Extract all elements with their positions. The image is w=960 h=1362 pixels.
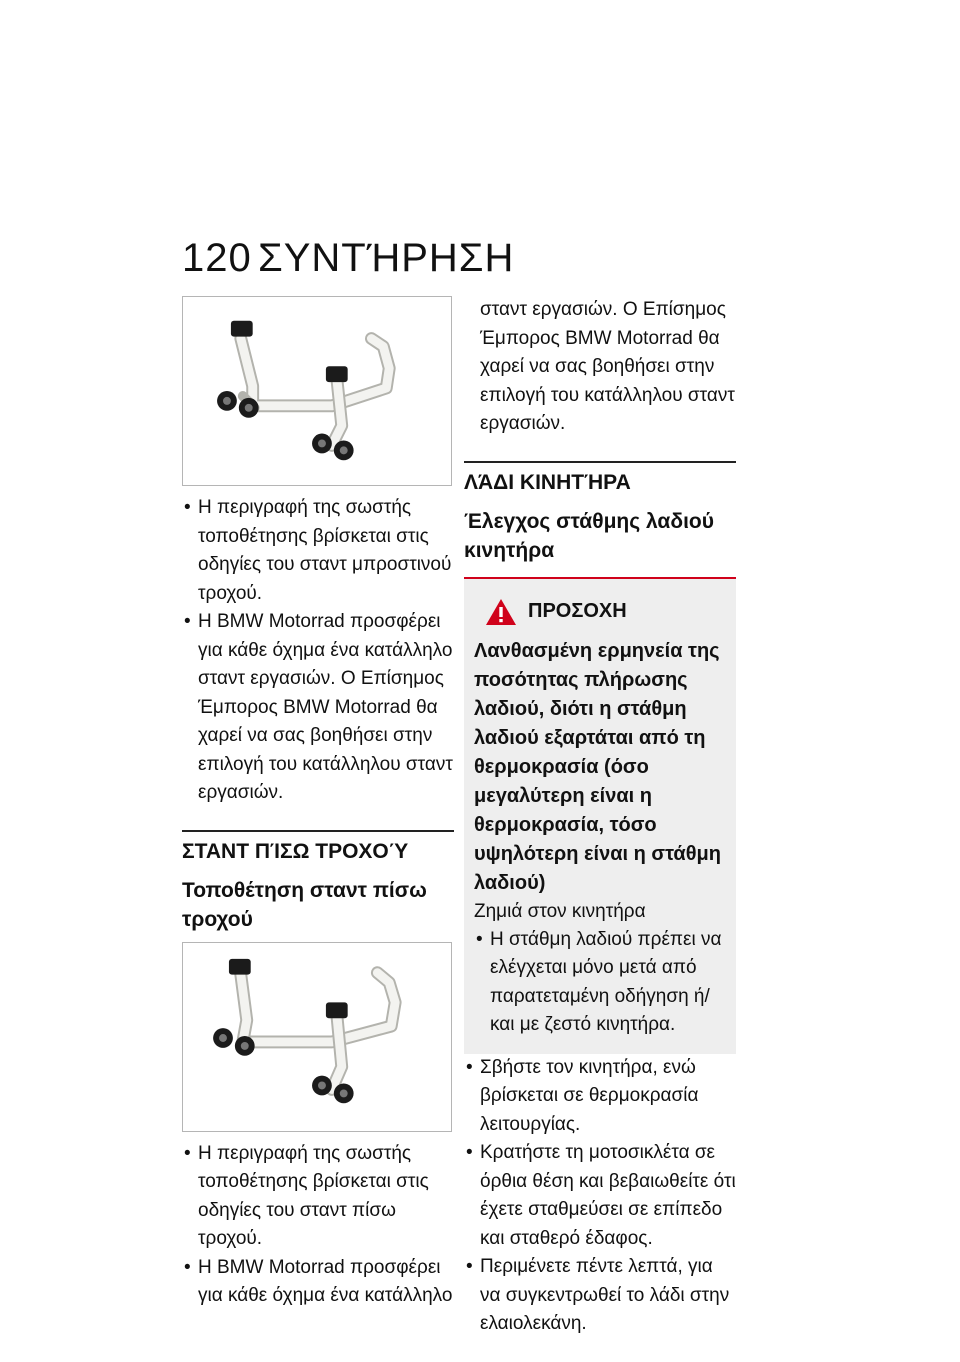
right-column	[464, 296, 736, 1339]
front-stand-image	[182, 296, 452, 486]
list-item: • Η περιγραφή της σωστής τοποθέτησης βρίσκεται στις οδηγίες του σταντ μπροστινού τροχού.	[182, 494, 454, 608]
rear-stand-image	[182, 942, 452, 1132]
warning-triangle-icon	[484, 597, 518, 627]
caution-box	[464, 577, 736, 1054]
caution-hazard: Λανθασμένη ερμηνεία της ποσότητας πλήρωσης λαδιού, διότι η στάθμη λαδιού εξαρτάται από τη θερμοκρασία (όσο μεγαλύτερη είναι η θερμοκρασία, τόσο υψηλότερη είναι η στάθμη λαδιού)	[474, 639, 721, 894]
caution-title: ΠΡΟΣΟΧΗ	[528, 600, 627, 622]
front-stand-notes	[182, 494, 454, 808]
caution-header	[484, 597, 728, 627]
subheading-oil-level-check: Έλεγχος στάθμης λαδιού κινητήρα	[464, 509, 714, 562]
section-title-rear-stand: ΣΤΑΝΤ ΠΊΣΩ ΤΡΟΧΟΎ	[182, 830, 454, 864]
list-item: • Κρατήστε τη μοτοσικλέτα σε όρθια θέση και βεβαιωθείτε ότι έχετε σταθμεύσει σε επίπεδο και σταθερό έδαφος.	[464, 1139, 736, 1253]
list-item: • Η BMW Motorrad προσφέρει για κάθε όχημα ένα κατάλληλο σταντ εργασιών. Ο Επίσημος Έμπορος BMW Motorrad θα χαρεί να σας βοηθήσει στην επιλογή του κατάλληλου σταντ εργασιών.	[182, 608, 454, 808]
continued-text: σταντ εργασιών. Ο Επίσημος Έμπορος BMW Motorrad θα χαρεί να σας βοηθήσει στην επιλογή του κατάλληλου σταντ εργασιών.	[480, 299, 735, 434]
page-title: ΣΥΝΤΉΡΗΣΗ	[258, 236, 515, 280]
paddock-stand-illustration	[183, 297, 451, 485]
caution-measures	[474, 926, 728, 1040]
oil-check-steps	[464, 1054, 736, 1339]
page-number: 120	[182, 236, 252, 280]
left-column	[182, 296, 454, 1311]
list-item: • Η περιγραφή της σωστής τοποθέτησης βρίσκεται στις οδηγίες του σταντ πίσω τροχού.	[182, 1140, 454, 1254]
list-item: • Η στάθμη λαδιού πρέπει να ελέγχεται μόνο μετά από παρατεταμένη οδήγηση ή/και με ζεστό κινητήρα.	[474, 926, 728, 1040]
paddock-stand-illustration	[183, 943, 451, 1131]
list-item: • Η BMW Motorrad προσφέρει για κάθε όχημα ένα κατάλληλο	[182, 1254, 454, 1311]
caution-consequence: Ζημιά στον κινητήρα	[474, 900, 646, 922]
rear-stand-notes	[182, 1140, 454, 1311]
page-header	[182, 236, 514, 281]
subheading-rear-stand: Τοποθέτηση σταντ πίσω τροχού	[182, 878, 427, 931]
list-item: • Περιμένετε πέντε λεπτά, για να συγκεντρωθεί το λάδι στην ελαιολεκάνη.	[464, 1253, 736, 1339]
list-item: • Σβήστε τον κινητήρα, ενώ βρίσκεται σε θερμοκρασία λειτουργίας.	[464, 1054, 736, 1140]
section-title-engine-oil: ΛΆΔΙ ΚΙΝΗΤΉΡΑ	[464, 461, 736, 495]
